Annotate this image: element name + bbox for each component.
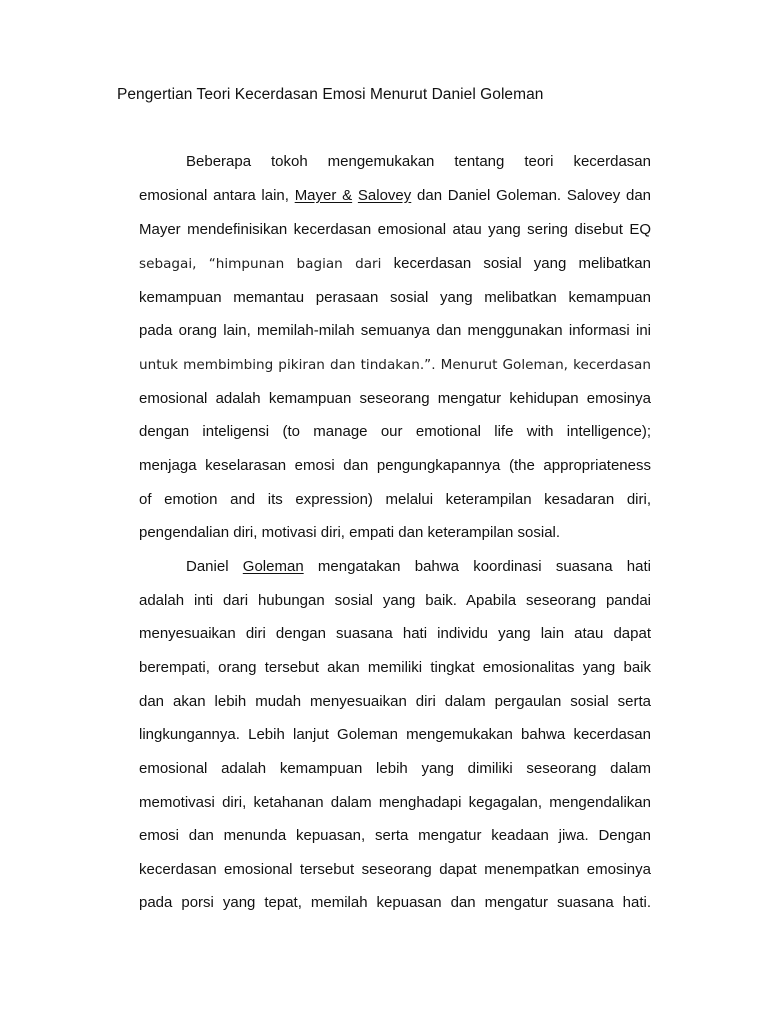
paragraph-2-line-10: kecerdasan emosional tersebut seseorang dapat menempatkan emosinya	[139, 861, 651, 878]
paragraph-1-line-12: pengendalian diri, motivasi diri, empati dan keterampilan sosial.	[139, 524, 561, 541]
paragraph-2-line-8: memotivasi diri, ketahanan dalam menghadapi kegagalan, mengendalikan	[139, 794, 651, 811]
paragraph-2-line-3: menyesuaikan diri dengan suasana hati individu yang lain atau dapat	[139, 625, 651, 642]
text-span: dan Daniel Goleman. Salovey dan	[411, 187, 651, 204]
paragraph-1-line-9: dengan inteligensi (to manage our emotional life with intelligence);	[139, 423, 651, 440]
paragraph-1-line-11: of emotion and its expression) melalui keterampilan kesadaran diri,	[139, 491, 651, 508]
underlined-word-mayer: Mayer &	[294, 187, 353, 204]
quote-span: sebagai, “himpunan bagian dari	[139, 256, 394, 272]
text-span: kecerdasan sosial yang melibatkan	[393, 255, 651, 272]
paragraph-1-line-3: Mayer mendefinisikan kecerdasan emosional atau yang sering disebut EQ	[139, 221, 651, 238]
text-span: mengatakan bahwa koordinasi suasana hati	[303, 558, 651, 575]
underlined-word-salovey: Salovey	[357, 187, 412, 204]
paragraph-2-line-2: adalah inti dari hubungan sosial yang baik. Apabila seseorang pandai	[139, 592, 651, 609]
paragraph-2-line-11: pada porsi yang tepat, memilah kepuasan dan mengatur suasana hati.	[139, 894, 651, 911]
paragraph-1-line-2	[139, 186, 651, 206]
paragraph-1-line-7: untuk membimbing pikiran dan tindakan.”. Menurut Goleman, kecerdasan	[139, 357, 651, 373]
paragraph-1-line-6: pada orang lain, memilah-milah semuanya dan menggunakan informasi ini	[139, 322, 651, 339]
paragraph-2-line-7: emosional adalah kemampuan lebih yang dimiliki seseorang dalam	[139, 760, 651, 777]
paragraph-1-line-10: menjaga keselarasan emosi dan pengungkapannya (the appropriateness	[139, 457, 651, 474]
paragraph-1-line-4	[139, 254, 651, 274]
document-title: Pengertian Teori Kecerdasan Emosi Menurut Daniel Goleman	[117, 86, 544, 103]
paragraph-2-line-6: lingkungannya. Lebih lanjut Goleman mengemukakan bahwa kecerdasan	[139, 726, 651, 743]
paragraph-2-line-9: emosi dan menunda kepuasan, serta mengatur keadaan jiwa. Dengan	[139, 827, 651, 844]
underlined-word-goleman: Goleman	[242, 558, 304, 575]
text-span: Daniel	[186, 558, 243, 575]
paragraph-1-line-1: Beberapa tokoh mengemukakan tentang teori kecerdasan	[186, 153, 651, 170]
paragraph-2-line-5: dan akan lebih mudah menyesuaikan diri dalam pergaulan sosial serta	[139, 693, 651, 710]
paragraph-1-line-5: kemampuan memantau perasaan sosial yang melibatkan kemampuan	[139, 289, 651, 306]
paragraph-2-line-1	[186, 557, 651, 577]
paragraph-2-line-4: berempati, orang tersebut akan memiliki tingkat emosionalitas yang baik	[139, 659, 651, 676]
text-span: emosional antara lain,	[139, 187, 295, 204]
paragraph-1-line-8: emosional adalah kemampuan seseorang mengatur kehidupan emosinya	[139, 390, 651, 407]
